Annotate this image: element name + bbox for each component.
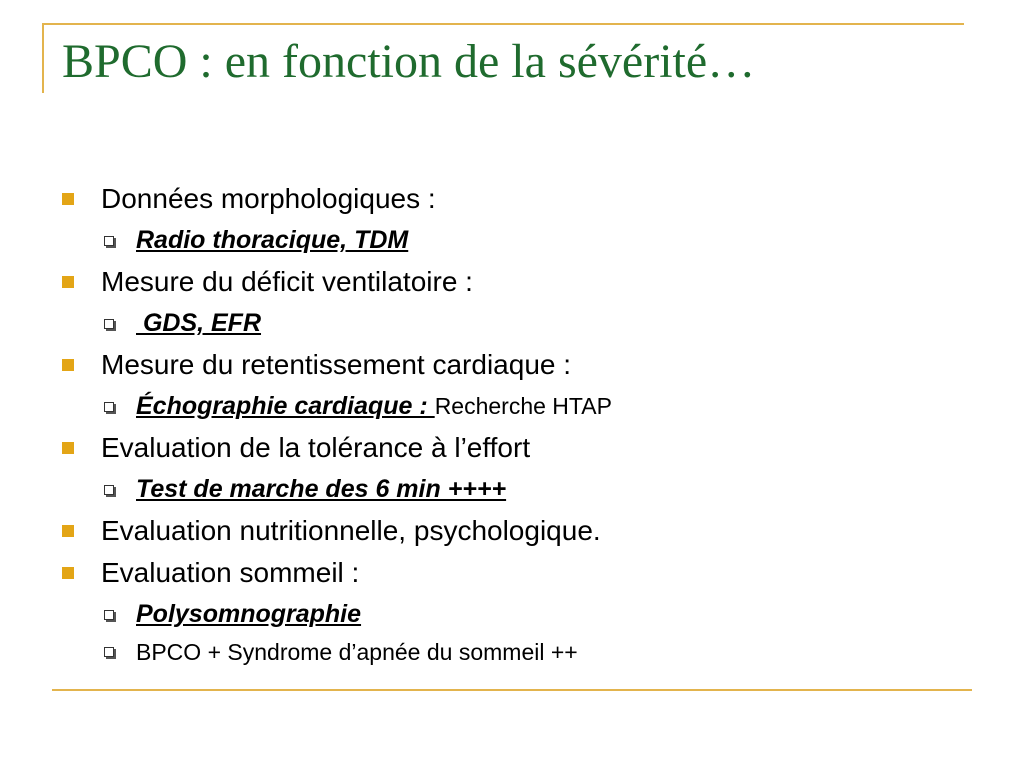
- square-bullet-icon: [62, 442, 74, 454]
- frame-left-line: [42, 23, 44, 93]
- square-bullet-icon: [62, 276, 74, 288]
- sub-list-item: [62, 303, 962, 344]
- hollow-square-bullet-icon: [104, 402, 114, 412]
- sub-item-emphasis: Polysomnographie: [136, 600, 362, 628]
- hollow-square-bullet-icon: [104, 319, 114, 329]
- list-item: [62, 178, 962, 220]
- sub-item-emphasis: Échographie cardiaque :: [136, 392, 435, 420]
- item-text: Mesure du retentissement cardiaque :: [101, 349, 572, 380]
- list-item: [62, 510, 962, 552]
- square-bullet-icon: [62, 525, 74, 537]
- hollow-square-bullet-icon: [104, 236, 114, 246]
- sub-list-item: [62, 635, 962, 669]
- sub-list-item: [62, 469, 962, 510]
- hollow-square-bullet-icon: [104, 485, 114, 495]
- sub-list-item: [62, 386, 962, 427]
- square-bullet-icon: [62, 359, 74, 371]
- list-item: [62, 344, 962, 386]
- item-text: Données morphologiques :: [101, 183, 436, 214]
- item-text: Mesure du déficit ventilatoire :: [101, 266, 473, 297]
- slide-title: BPCO : en fonction de la sévérité…: [62, 35, 756, 88]
- sub-list-item: [62, 220, 962, 261]
- list-item: [62, 552, 962, 594]
- sub-item-text: BPCO + Syndrome d’apnée du sommeil ++: [136, 638, 578, 665]
- sub-item-emphasis: Radio thoracique, TDM: [136, 226, 409, 254]
- square-bullet-icon: [62, 567, 74, 579]
- list-item: [62, 261, 962, 303]
- item-text: Evaluation nutritionnelle, psychologique.: [101, 515, 601, 546]
- hollow-square-bullet-icon: [104, 610, 114, 620]
- frame-top-line: [42, 23, 964, 25]
- item-text: Evaluation sommeil :: [101, 557, 360, 588]
- sub-item-emphasis: GDS, EFR: [136, 309, 262, 337]
- bullet-list: [62, 178, 962, 669]
- sub-list-item: [62, 594, 962, 635]
- item-text: Evaluation de la tolérance à l’effort: [101, 432, 531, 463]
- sub-item-emphasis: Test de marche des 6 min ++++: [136, 475, 507, 503]
- hollow-square-bullet-icon: [104, 647, 114, 657]
- frame-bottom-line: [52, 689, 972, 691]
- list-item: [62, 427, 962, 469]
- sub-item-text: Recherche HTAP: [434, 393, 612, 419]
- square-bullet-icon: [62, 193, 74, 205]
